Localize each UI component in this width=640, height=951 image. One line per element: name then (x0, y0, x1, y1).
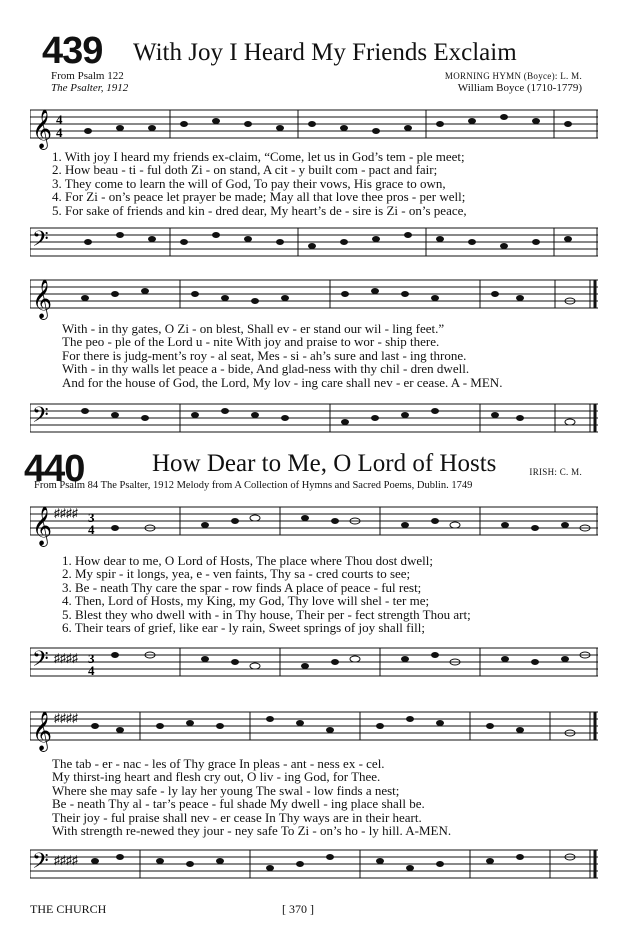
verse-line: 3. They come to learn the will of God, To pay their vows, His grace to own, (52, 175, 446, 191)
verse-line: The tab - er - nac - les of Thy grace In pleas - ant - ness ex - cel. (52, 756, 385, 771)
svg-text:𝄢: 𝄢 (32, 227, 49, 257)
verse-line: With - in thy gates, O Zi - on blest, Shall ev - er stand our wil - ling feet.” (62, 321, 445, 336)
verse-line: 1. With joy I heard my friends ex-claim, “Come, let us in God’s tem - ple meet; (52, 149, 465, 164)
hymn-title: How Dear to Me, O Lord of Hosts (152, 450, 497, 477)
music-staff (30, 98, 598, 150)
verse-line: Where she may safe - ly lay her young The swal - low finds a nest; (52, 782, 400, 798)
svg-text:♯♯♯♯: ♯♯♯♯ (54, 853, 78, 867)
tune-name: IRISH: C. M. (529, 467, 582, 477)
music-staff (30, 700, 598, 752)
hymn-number: 440 (24, 448, 85, 490)
svg-text:4: 4 (88, 663, 95, 678)
source-line: From Psalm 122 (51, 70, 124, 82)
bass-staff-svg (30, 216, 598, 268)
tune-info (445, 70, 582, 94)
music-staff (30, 495, 598, 547)
treble-staff-svg (30, 98, 598, 150)
svg-text:3: 3 (88, 510, 95, 525)
section-label: THE CHURCH (30, 902, 107, 916)
treble-staff-svg (30, 268, 598, 320)
hymn-title: With Joy I Heard My Friends Exclaim (133, 39, 517, 66)
hymn-number: 439 (42, 30, 103, 72)
source-line: The Psalter, 1912 (51, 82, 129, 94)
verse-line: 6. Their tears of grief, like ear - ly rain, Sweet springs of joy shall fill; (62, 620, 425, 636)
svg-text:4: 4 (88, 522, 95, 537)
svg-text:𝄞: 𝄞 (32, 109, 53, 149)
hymn-source (51, 70, 128, 94)
verse-line: For there is judg-ment’s roy - al seat, Mes - si - ah’s sure and last - ing throne. (62, 347, 467, 363)
music-staff (30, 268, 598, 320)
svg-text:𝄢: 𝄢 (32, 403, 49, 433)
svg-text:𝄞: 𝄞 (32, 711, 53, 751)
verse-line: 3. Be - neath Thy care the spar - row finds A place of peace - ful rest; (62, 579, 422, 595)
verse-lines (62, 322, 502, 389)
music-staff (30, 216, 598, 268)
music-staff (30, 838, 598, 890)
svg-text:𝄢: 𝄢 (32, 849, 49, 879)
page-number: [ 370 ] (282, 902, 314, 916)
svg-text:4: 4 (56, 112, 63, 127)
music-staff (30, 636, 598, 688)
svg-text:♯♯♯♯: ♯♯♯♯ (54, 506, 78, 520)
svg-text:4: 4 (56, 125, 63, 140)
music-staff (30, 392, 598, 444)
verse-lines (52, 150, 467, 217)
verse-line: And for the house of God, the Lord, My lov - ing care shall nev - er cease. A - MEN. (62, 374, 503, 390)
treble-staff-svg (30, 700, 598, 752)
verse-line: 1. How dear to me, O Lord of Hosts, The place where Thou dost dwell; (62, 553, 434, 568)
composer: William Boyce (1710-1779) (457, 82, 582, 94)
verse-line: My thirst-ing heart and flesh cry out, O liv - ing God, for Thee. (52, 769, 381, 785)
svg-text:3: 3 (88, 651, 95, 666)
svg-text:♯♯♯♯: ♯♯♯♯ (54, 711, 78, 725)
verse-line: With - in thy walls let peace a - bide, And glad-ness with thy chil - dren dwell. (62, 361, 470, 377)
verse-line: 4. Then, Lord of Hosts, my King, my God, Thy love will shel - ter me; (62, 593, 430, 609)
verse-line: 5. For sake of friends and kin - dred dear, My heart’s de - sire is Zi - on’s peace, (52, 202, 467, 218)
bass-staff-svg (30, 392, 598, 444)
bass-staff-svg (30, 636, 598, 688)
svg-text:𝄢: 𝄢 (32, 647, 49, 677)
verse-line: 5. Blest they who dwell with - in Thy house, Their per - fect strength Thou art; (62, 606, 471, 622)
verse-line: 2. My spir - it longs, yea, e - ven faints, Thy sa - cred courts to see; (62, 566, 411, 582)
verse-lines (62, 554, 471, 634)
verse-line: 4. For Zi - on’s peace let prayer be made; May all that love thee pros - per well; (52, 189, 466, 205)
verse-line: With strength re-newed they jour - ney safe To Zi - on’s ho - ly hill. A-MEN. (52, 823, 452, 839)
hymn-source: From Psalm 84 The Psalter, 1912 Melody from A Collection of Hymns and Sacred Poems, Dublin. 1749 (34, 480, 473, 491)
verse-line: Their joy - ful praise shall nev - er cease In Thy ways are in their heart. (52, 809, 422, 825)
tune-name: MORNING HYMN (Boyce): L. M. (444, 71, 582, 81)
verse-line: 2. How beau - ti - ful doth Zi - on stand, A cit - y built com - pact and fair; (52, 162, 438, 178)
verse-lines (52, 757, 451, 837)
svg-text:𝄞: 𝄞 (32, 279, 53, 319)
svg-text:𝄞: 𝄞 (32, 506, 53, 546)
verse-line: The peo - ple of the Lord u - nite With joy and praise to wor - ship there. (62, 334, 440, 350)
verse-line: Be - neath Thy al - tar’s peace - ful shade My dwell - ing place shall be. (52, 796, 425, 812)
treble-staff-svg (30, 495, 598, 547)
svg-text:♯♯♯♯: ♯♯♯♯ (54, 651, 78, 665)
bass-staff-svg (30, 838, 598, 890)
